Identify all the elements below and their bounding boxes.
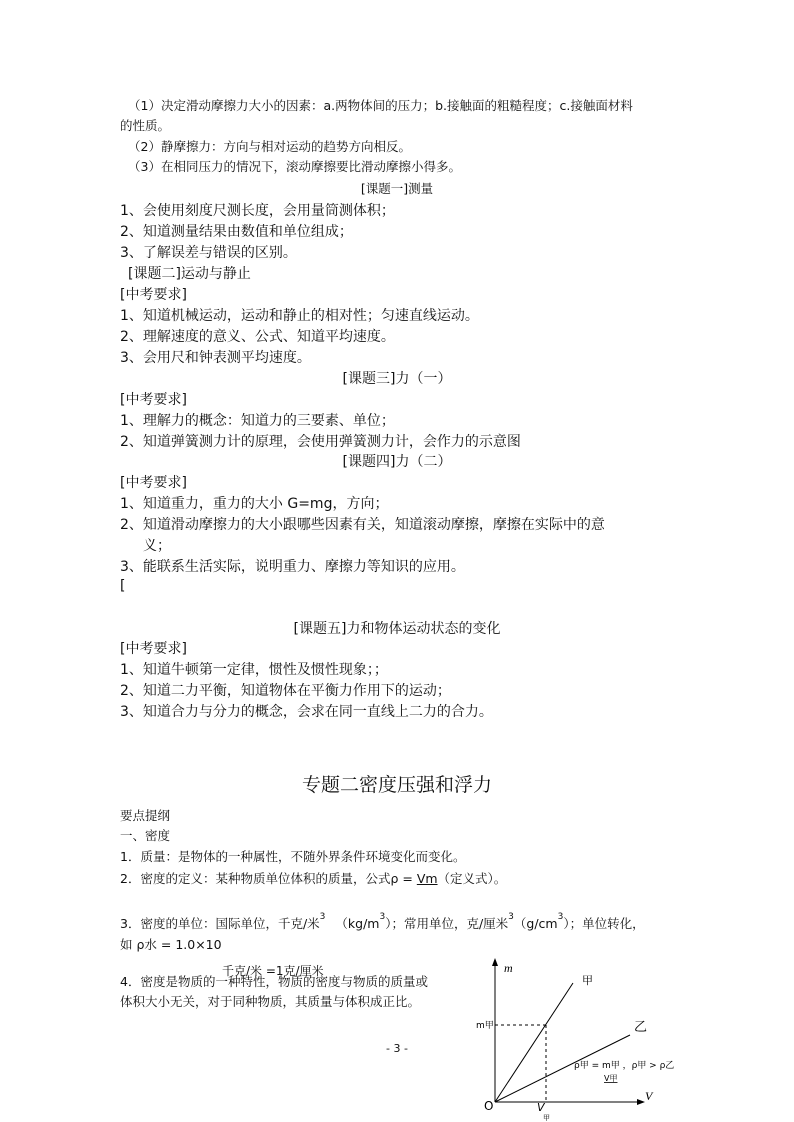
v-tick-label: V bbox=[537, 1101, 545, 1114]
y-axis-arrow bbox=[492, 958, 498, 966]
friction-factor-line: （1）决定滑动摩擦力大小的因素：a.两物体间的压力；b.接触面的粗糙程度；c.接触面材料 bbox=[128, 98, 633, 113]
topic-4-item-3: 3、能联系生活实际，说明重力、摩擦力等知识的应用。 bbox=[120, 559, 465, 575]
topic-4-item-2-cont: 义； bbox=[143, 538, 171, 554]
topic-1-heading: [课题一]测量 bbox=[360, 181, 434, 196]
x-axis-label: V bbox=[645, 1089, 653, 1103]
line-jia bbox=[495, 983, 573, 1102]
line-jia-label: 甲 bbox=[582, 974, 593, 987]
static-friction-line: （2）静摩擦力：方向与相对运动的趋势方向相反。 bbox=[128, 139, 411, 154]
topic-5-item-1: 1、知道牛顿第一定律，惯性及惯性现象；； bbox=[120, 662, 388, 678]
density-comparison-denominator: V甲 bbox=[604, 1074, 618, 1083]
topic-5-item-3: 3、知道合力与分力的概念，会求在同一直线上二力的合力。 bbox=[120, 704, 493, 720]
unit-conversion-overlay: 千克/米 =1克/厘米 bbox=[222, 964, 324, 978]
topic-5-heading: [课题五]力和物体运动状态的变化 bbox=[293, 621, 501, 637]
y-axis-label: m bbox=[504, 961, 513, 975]
topic-1-item-1: 1、会使用刻度尺测长度，会用量筒测体积； bbox=[120, 203, 395, 219]
page-number: - 3 - bbox=[386, 1042, 408, 1055]
water-density-line: 如 ρ水 = 1.0×10 bbox=[120, 937, 222, 952]
exam-requirement-label: [中考要求] bbox=[120, 287, 187, 303]
x-axis-arrow bbox=[637, 1099, 645, 1105]
topic-3-item-2: 2、知道弹簧测力计的原理，会使用弹簧测力计，会作力的示意图 bbox=[120, 434, 521, 450]
density-formula-fraction: Vm bbox=[416, 871, 438, 886]
topic-3-heading: [课题三]力（一） bbox=[342, 371, 452, 387]
mass-volume-graph bbox=[470, 955, 680, 1122]
density-section-heading: 一、密度 bbox=[120, 828, 171, 843]
density-units: 3．密度的单位：国际单位，千克/米$^3$ $(kg/m^3)$；常用单位，克/厘米$^3(g/cm^3)$；单位转化， bbox=[120, 912, 645, 931]
density-property-line-2: 体积大小无关，对于同种物质，其质量与体积成正比。 bbox=[120, 994, 421, 1009]
topic-2-item-3: 3、会用尺和钟表测平均速度。 bbox=[120, 350, 311, 366]
topic-4-heading: [课题四]力（二） bbox=[342, 454, 452, 470]
rolling-friction-line: （3）在相同压力的情况下，滚动摩擦要比滑动摩擦小得多。 bbox=[128, 159, 461, 174]
density-property-line-1: 4．密度是物质的一种特性，物质的密度与物质的质量或 bbox=[120, 974, 428, 989]
density-definition: 2．密度的定义：某种物质单位体积的质量，公式ρ = Vm（定义式）。 bbox=[120, 871, 507, 886]
topic-2-item-1: 1、知道机械运动，运动和静止的相对性；匀速直线运动。 bbox=[120, 308, 479, 324]
section-title: 专题二密度压强和浮力 bbox=[301, 774, 492, 796]
exam-requirement-label: [中考要求] bbox=[120, 392, 187, 408]
line-yi-label: 乙 bbox=[634, 1020, 648, 1035]
mass-definition: 1．质量：是物体的一种属性，不随外界条件环境变化而变化。 bbox=[120, 849, 466, 864]
m-tick-label: m甲 bbox=[476, 1021, 494, 1031]
topic-4-item-2: 2、知道滑动摩擦力的大小跟哪些因素有关，知道滚动摩擦，摩擦在实际中的意 bbox=[120, 517, 605, 533]
v-tick-sub: 甲 bbox=[543, 1114, 550, 1122]
origin-label: O bbox=[484, 1099, 494, 1113]
topic-1-item-2: 2、知道测量结果由数值和单位组成； bbox=[120, 224, 353, 240]
stray-bracket: [ bbox=[120, 578, 126, 594]
topic-2-item-2: 2、理解速度的意义、公式、知道平均速度。 bbox=[120, 329, 395, 345]
topic-5-item-2: 2、知道二力平衡，知道物体在平衡力作用下的运动； bbox=[120, 683, 451, 699]
outline-label: 要点提纲 bbox=[120, 808, 171, 823]
topic-2-heading: [课题二]运动与静止 bbox=[128, 266, 251, 282]
exam-requirement-label: [中考要求] bbox=[120, 475, 187, 491]
friction-factor-line-cont: 的性质。 bbox=[120, 118, 171, 133]
topic-3-item-1: 1、理解力的概念：知道力的三要素、单位； bbox=[120, 413, 395, 429]
exam-requirement-label: [中考要求] bbox=[120, 641, 187, 657]
density-comparison: ρ甲 = m甲 ，ρ甲 > ρ乙 bbox=[574, 1061, 675, 1071]
topic-1-item-3: 3、了解误差与错误的区别。 bbox=[120, 245, 297, 261]
topic-4-item-1: 1、知道重力，重力的大小 G=mg，方向； bbox=[120, 496, 389, 512]
